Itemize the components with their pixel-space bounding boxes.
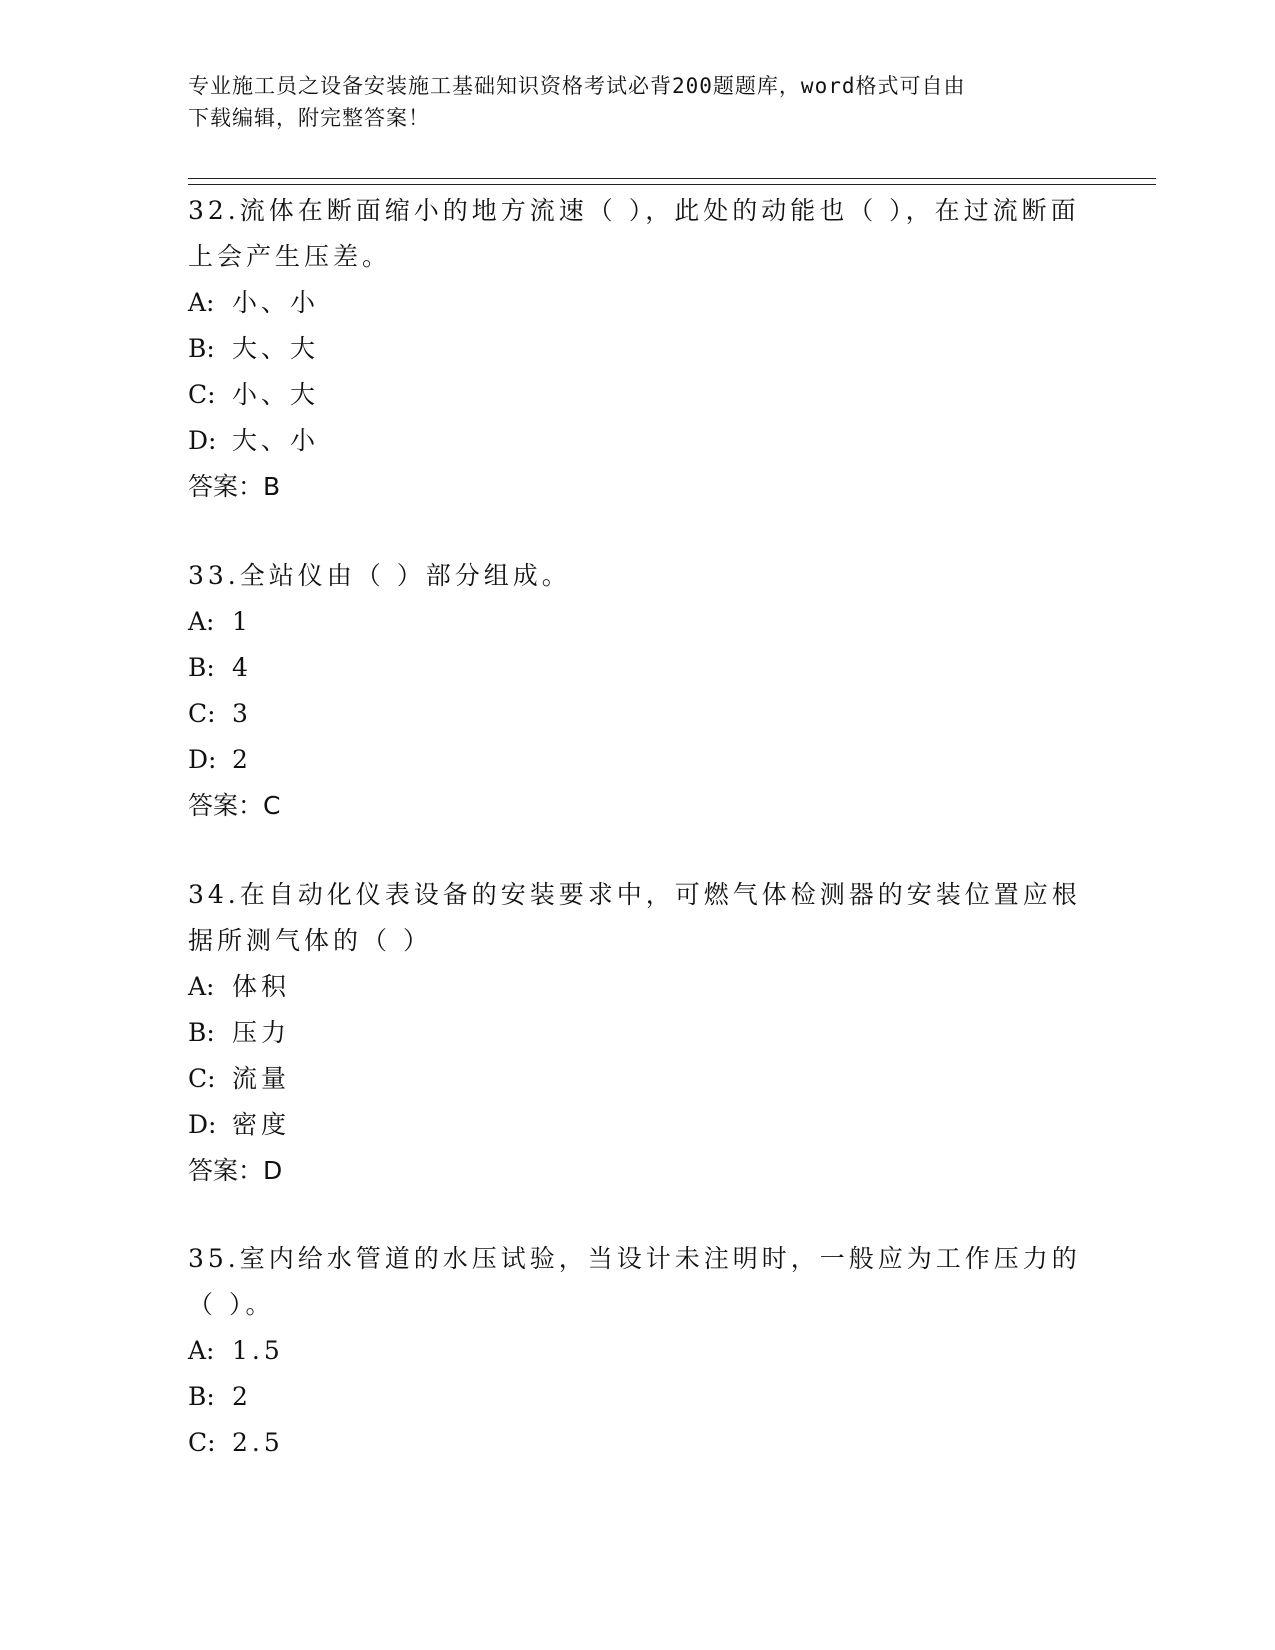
option-text: 大、大 <box>232 334 320 363</box>
option-label: D: <box>188 745 217 774</box>
option-label: D: <box>188 1110 217 1139</box>
option-text: 小、大 <box>232 380 320 409</box>
question-text: 34.在自动化仪表设备的安装要求中，可燃气体检测器的安装位置应根据所测气体的（ ） <box>188 880 1081 955</box>
option-c <box>188 691 1088 737</box>
question-35 <box>188 1236 1088 1466</box>
header-line-2: 下载编辑，附完整答案！ <box>188 106 430 130</box>
option-b <box>188 1010 1088 1056</box>
option-label: B: <box>188 653 215 682</box>
header-line-1: 专业施工员之设备安装施工基础知识资格考试必背200题题库，word格式可自由 <box>188 74 966 98</box>
question-33 <box>188 553 1088 829</box>
answer-line: 答案：C <box>188 791 281 820</box>
question-text: 33.全站仪由（ ）部分组成。 <box>188 561 571 590</box>
header-divider-bottom <box>188 184 1156 185</box>
option-text: 2 <box>232 1382 252 1411</box>
option-label: B: <box>188 1018 215 1047</box>
option-c <box>188 1056 1088 1102</box>
option-text: 3 <box>232 699 252 728</box>
option-text: 1.5 <box>232 1336 284 1365</box>
option-text: 压力 <box>232 1018 291 1047</box>
question-text: 32.流体在断面缩小的地方流速（ ），此处的动能也（ ），在过流断面上会产生压差。 <box>188 196 1080 271</box>
document-header <box>188 70 1068 134</box>
option-a <box>188 1328 1088 1374</box>
option-text: 小、小 <box>232 288 320 317</box>
option-label: A: <box>188 972 215 1001</box>
option-c <box>188 1420 1088 1466</box>
option-d <box>188 737 1088 783</box>
option-label: C: <box>188 1064 216 1093</box>
option-text: 2 <box>232 745 252 774</box>
option-text: 1 <box>232 607 252 636</box>
option-a <box>188 964 1088 1010</box>
option-label: A: <box>188 1336 215 1365</box>
option-a <box>188 599 1088 645</box>
question-text: 35.室内给水管道的水压试验，当设计未注明时，一般应为工作压力的（ ）。 <box>188 1244 1081 1319</box>
option-label: C: <box>188 699 216 728</box>
option-text: 密度 <box>232 1110 291 1139</box>
answer-line: 答案：D <box>188 1156 283 1185</box>
option-label: B: <box>188 334 215 363</box>
option-a <box>188 280 1088 326</box>
option-label: C: <box>188 1428 216 1457</box>
option-label: D: <box>188 426 217 455</box>
option-b <box>188 326 1088 372</box>
option-c <box>188 372 1088 418</box>
option-label: B: <box>188 1382 215 1411</box>
header-divider-top <box>188 178 1156 179</box>
option-text: 4 <box>232 653 252 682</box>
option-b <box>188 645 1088 691</box>
option-text: 流量 <box>232 1064 291 1093</box>
answer-line: 答案：B <box>188 472 281 501</box>
option-d <box>188 1102 1088 1148</box>
option-label: A: <box>188 607 215 636</box>
question-32 <box>188 188 1088 510</box>
option-text: 大、小 <box>232 426 320 455</box>
option-d <box>188 418 1088 464</box>
option-text: 2.5 <box>232 1428 284 1457</box>
option-label: C: <box>188 380 216 409</box>
option-b <box>188 1374 1088 1420</box>
question-34 <box>188 872 1088 1194</box>
option-text: 体积 <box>232 972 291 1001</box>
option-label: A: <box>188 288 215 317</box>
